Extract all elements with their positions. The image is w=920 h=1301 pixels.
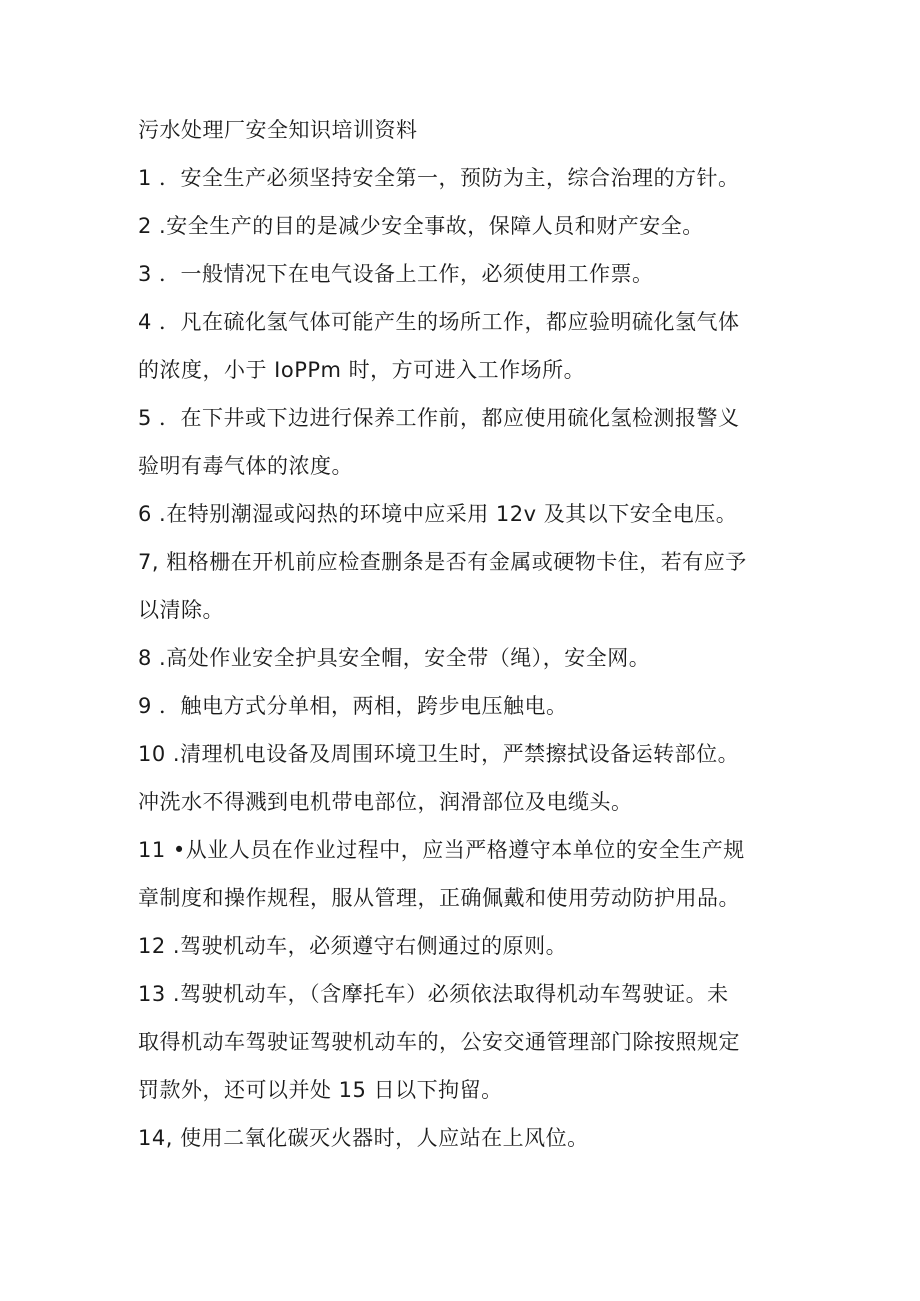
document-body [138,106,818,1162]
text-line: 取得机动车驾驶证驾驶机动车的，公安交通管理部门除按照规定 [138,1030,740,1054]
text-line: 冲洗水不得溅到电机带电部位，润滑部位及电缆头。 [138,790,633,814]
text-line: 6 .在特别潮湿或闷热的环境中应采用 12v 及其以下安全电压。 [138,502,738,526]
text-line: 以清除。 [138,598,224,622]
text-line: 8 .高处作业安全护具安全帽，安全带（绳），安全网。 [138,646,651,670]
text-line: 10 .清理机电设备及周围环境卫生时，严禁擦拭设备运转部位。 [138,742,740,766]
text-line: 7, 粗格栅在开机前应检查删条是否有金属或硬物卡住，若有应予 [138,550,747,574]
text-line: 罚款外，还可以并处 15 日以下拘留。 [138,1078,503,1102]
text-line: 章制度和操作规程，服从管理，正确佩戴和使用劳动防护用品。 [138,886,740,910]
text-line: 13 .驾驶机动车，（含摩托车）必须依法取得机动车驾驶证。未 [138,982,729,1006]
text-line: 11 •从业人员在作业过程中，应当严格遵守本单位的安全生产规 [138,838,745,862]
text-line: 2 .安全生产的目的是减少安全事故，保障人员和财产安全。 [138,214,704,238]
text-line: 12 .驾驶机动车，必须遵守右侧通过的原则。 [138,934,568,958]
text-line: 的浓度，小于 IoPPm 时，方可进入工作场所。 [138,358,586,382]
text-line: 9 ．触电方式分单相，两相，跨步电压触电。 [138,694,568,718]
text-line: 4 ．凡在硫化氢气体可能产生的场所工作，都应验明硫化氢气体 [138,310,740,334]
text-line: 3 ．一般情况下在电气设备上工作，必须使用工作票。 [138,262,654,286]
document-title: 污水处理厂安全知识培训资料 [138,118,418,142]
text-line: 14, 使用二氧化碳灭火器时，人应站在上风位。 [138,1126,589,1150]
text-line: 验明有毒气体的浓度。 [138,454,353,478]
text-line: 1 ．安全生产必须坚持安全第一，预防为主，综合治理的方针。 [138,166,740,190]
text-line: 5 ．在下井或下边进行保养工作前，都应使用硫化氢检测报警义 [138,406,740,430]
